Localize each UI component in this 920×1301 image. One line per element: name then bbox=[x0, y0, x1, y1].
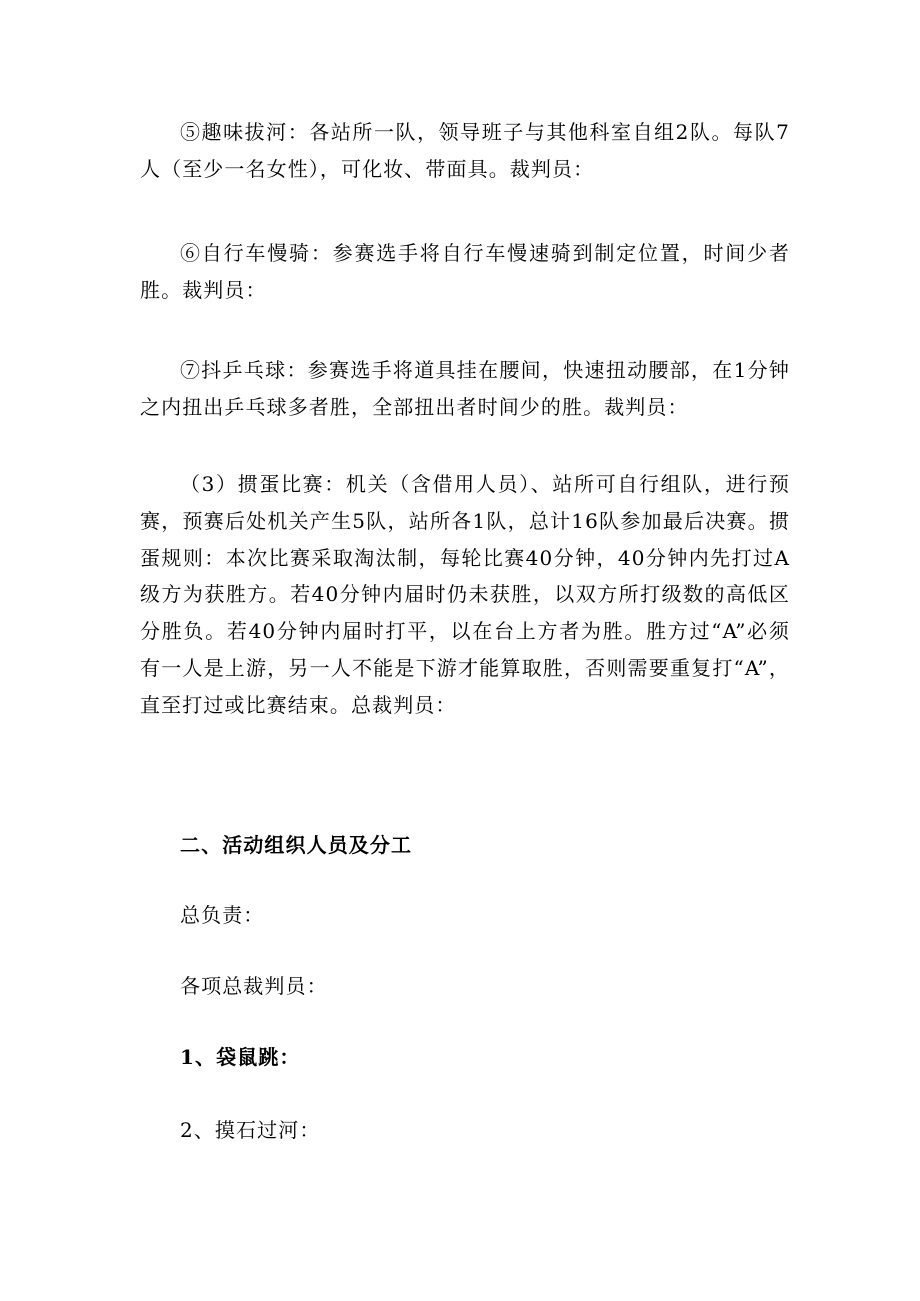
paragraph-ping-pong: ⑦抖乒乓球：参赛选手将道具挂在腰间，快速扭动腰部，在1分钟之内扭出乒乓球多者胜，全部扭出者时间少的胜。裁判员： bbox=[140, 358, 790, 419]
chief-referees-line: 各项总裁判员： bbox=[180, 974, 328, 998]
paragraph-slow-bike: ⑥自行车慢骑：参赛选手将自行车慢速骑到制定位置，时间少者胜。裁判员： bbox=[140, 241, 790, 302]
overall-lead-line: 总负责： bbox=[180, 903, 265, 927]
paragraph-tug-of-war: ⑤趣味拔河：各站所一队，领导班子与其他科室自组2队。每队7人（至少一名女性），可化妆、带面具。裁判员： bbox=[140, 120, 790, 181]
item-cross-river: 2、摸石过河： bbox=[180, 1118, 321, 1142]
section-heading: 二、活动组织人员及分工 bbox=[180, 833, 413, 857]
item-kangaroo-jump: 1、袋鼠跳： bbox=[180, 1045, 301, 1069]
paragraph-guandan: （3）掼蛋比赛：机关（含借用人员）、站所可自行组队，进行预赛，预赛后处机关产生5队，站所各1队，总计16队参加最后决赛。掼蛋规则：本次比赛采取淘汰制，每轮比赛40分钟，40分钟内先打过A级方为获胜方。若40分钟内届时仍未获胜，以双方所打级数的高低区分胜负。若40分钟内届时打平，以在台上方者为胜。胜方过“A”必须有一人是上游，另一人不能是下游才能算取胜，否则需要重复打“A”，直至打过或比赛结束。总裁判员： bbox=[140, 472, 790, 717]
